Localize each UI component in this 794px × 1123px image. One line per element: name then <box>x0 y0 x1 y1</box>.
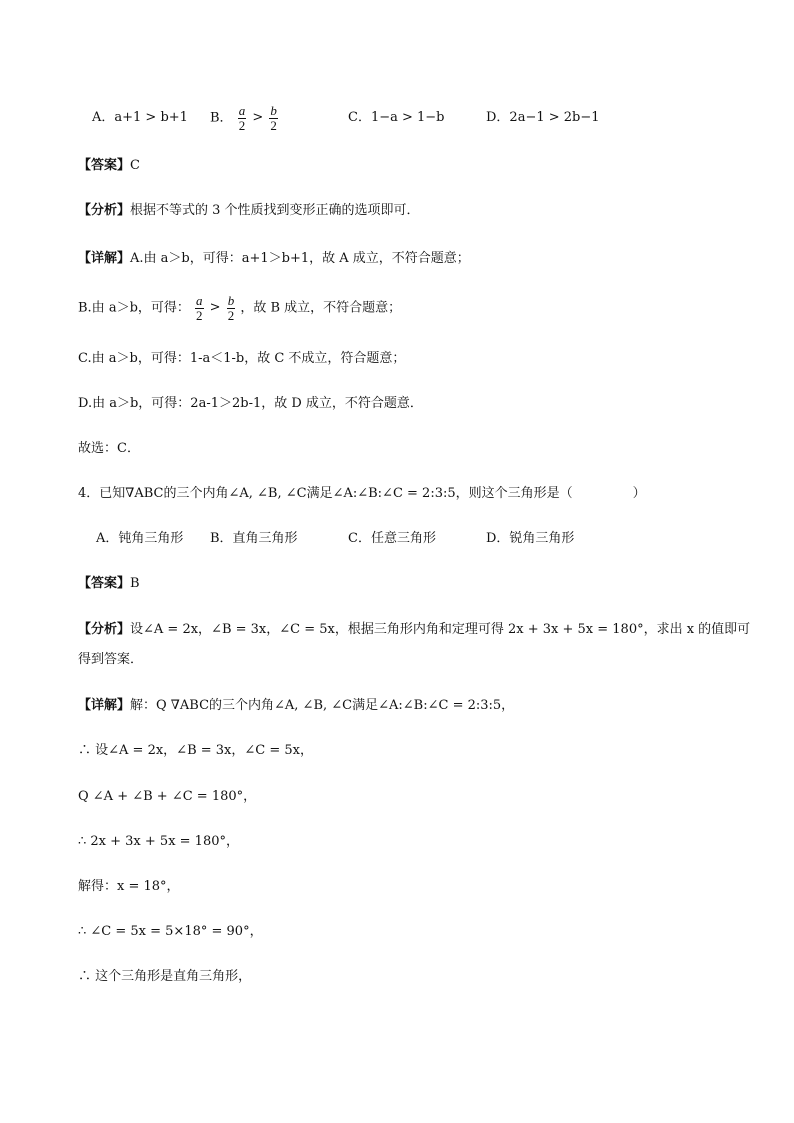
q4-answer-text: B <box>130 576 140 591</box>
q3-option-d: D．2a−1 > 2b−1 <box>486 110 600 125</box>
q4-detail-l6: ∴ ∠C = 5x = 5×18° = 90°， <box>78 924 263 939</box>
q4-detail-l3: Q ∠A + ∠B + ∠C = 180°， <box>78 789 257 804</box>
q4-answer <box>78 574 140 594</box>
q4-analysis-text: 设∠A = 2x，∠B = 3x，∠C = 5x，根据三角形内角和定理可得 2x + 3x + 5x = 180°，求出 x 的值即可 <box>130 622 751 637</box>
q4-stem-close: ） <box>632 486 646 501</box>
q3-option-a: A．a+1 > b+1 <box>92 110 188 125</box>
q4-detail-l5: 解得：x = 18°， <box>78 879 180 894</box>
q3-option-b <box>210 100 279 137</box>
q3-option-b-gt: > <box>252 110 264 125</box>
q3-detail-c: C.由 a＞b，可得：1-a＜1-b，故 C 不成立，符合题意； <box>78 351 406 366</box>
q4-option-b: B．直角三角形 <box>210 531 298 546</box>
q3-answer-text: C <box>130 158 140 173</box>
q4-detail-l2: ∴ 设∠A = 2x，∠B = 3x，∠C = 5x， <box>78 743 313 758</box>
q4-detail-l7: ∴ 这个三角形是直角三角形， <box>78 969 252 984</box>
q3-analysis-text: 根据不等式的 3 个性质找到变形正确的选项即可． <box>130 203 420 218</box>
q3-detail-b-gt: > <box>209 300 221 315</box>
q3-option-b-frac-b: $\frac{b}{2}$ <box>270 102 277 133</box>
q4-detail-l1-text: 解：Q ∇ABC的三个内角∠A, ∠B, ∠C满足∠A:∠B:∠C = 2:3:5， <box>130 698 515 713</box>
q3-choose: 故选：C． <box>78 441 140 456</box>
q3-detail-b-frac-b: $\frac{b}{2}$ <box>227 292 235 323</box>
q4-detail-tag: 【详解】 <box>78 698 131 713</box>
q3-detail-b <box>78 290 401 327</box>
q3-option-b-label: B． <box>210 110 233 126</box>
q3-detail-a-text: A.由 a＞b，可得：a+1＞b+1，故 A 成立，不符合题意； <box>130 251 470 266</box>
q3-analysis-tag: 【分析】 <box>78 203 131 218</box>
q4-analysis-line2: 得到答案． <box>78 652 144 667</box>
q3-detail-b-pre: B.由 a＞b，可得： <box>78 300 190 316</box>
q3-detail-b-frac-a: $\frac{a}{2}$ <box>196 292 203 323</box>
q3-detail-b-post: ，故 B 成立，不符合题意； <box>240 300 402 316</box>
q3-detail-a <box>78 249 470 269</box>
q4-option-a: A．钝角三角形 <box>96 531 184 546</box>
q3-option-c: C．1−a > 1−b <box>348 110 445 125</box>
q4-stem <box>78 484 646 504</box>
q3-answer <box>78 156 140 176</box>
q4-analysis-line1 <box>78 620 750 640</box>
q4-detail-l1 <box>78 696 514 716</box>
q4-analysis-tag: 【分析】 <box>78 622 131 637</box>
q3-option-b-frac-a: $\frac{a}{2}$ <box>238 102 246 133</box>
q3-detail-d: D.由 a＞b，可得：2a-1＞2b-1，故 D 成立，不符合题意． <box>78 396 423 411</box>
q3-analysis <box>78 201 420 221</box>
q3-answer-tag: 【答案】 <box>78 158 131 173</box>
q4-detail-l4: ∴ 2x + 3x + 5x = 180°， <box>78 834 239 849</box>
q4-option-d: D．锐角三角形 <box>486 531 575 546</box>
q3-detail-tag: 【详解】 <box>78 251 131 266</box>
q4-answer-tag: 【答案】 <box>78 576 131 591</box>
q4-stem-text: 4．已知∇ABC的三个内角∠A, ∠B, ∠C满足∠A:∠B:∠C = 2:3:5，则这个三角形是（ <box>78 486 573 501</box>
q4-option-c: C．任意三角形 <box>348 531 436 546</box>
